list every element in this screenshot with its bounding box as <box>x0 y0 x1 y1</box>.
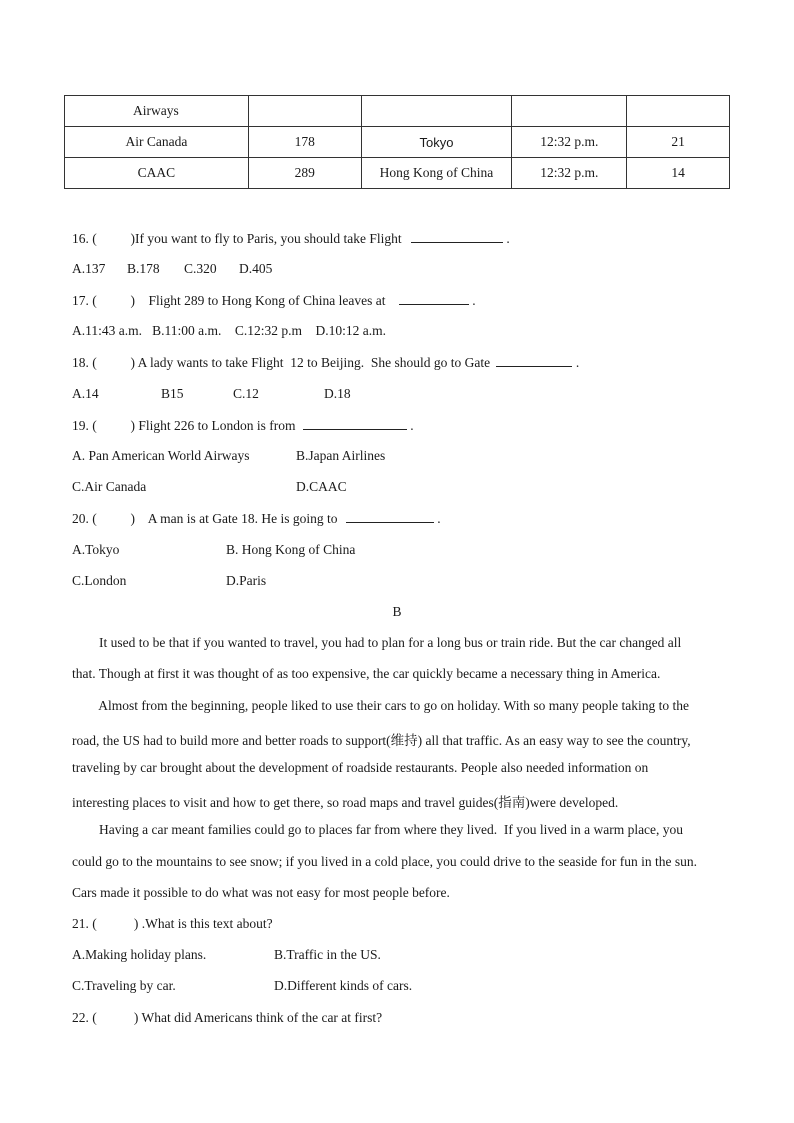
option-c: C.12 <box>233 386 259 401</box>
answer-blank[interactable] <box>346 510 434 523</box>
option-b: B. Hong Kong of China <box>226 542 356 557</box>
flight-table <box>64 95 730 189</box>
option-d: D.Different kinds of cars. <box>274 978 413 993</box>
option-a: A.14 <box>72 386 99 401</box>
question-18 <box>72 354 579 371</box>
passage-line: It used to be that if you wanted to travel, you had to plan for a long bus or train ride. But the car changed all <box>72 635 682 650</box>
option-b: B.Traffic in the US. <box>274 947 381 962</box>
option-d: D.405 <box>239 261 273 276</box>
passage-line: Cars made it possible to do what was not easy for most people before. <box>72 885 450 900</box>
question-20 <box>72 510 441 527</box>
period: . <box>437 511 441 526</box>
question-16 <box>72 230 510 247</box>
passage-line: Having a car meant families could go to places far from where they lived. If you lived in a warm place, you <box>72 822 684 837</box>
answer-blank[interactable] <box>303 417 407 430</box>
table-cell: 12:32 p.m. <box>512 158 627 189</box>
table-cell: 289 <box>248 158 361 189</box>
table-cell: 14 <box>627 158 730 189</box>
passage-line: could go to the mountains to see snow; if you lived in a cold place, you could drive to the seaside for fun in the sun. <box>72 854 697 869</box>
option-d: D.18 <box>324 386 351 401</box>
table-cell: Airways <box>65 96 249 127</box>
period: . <box>506 231 510 246</box>
table-cell <box>512 96 627 127</box>
table-cell <box>248 96 361 127</box>
option-a: A.Making holiday plans. <box>72 947 207 962</box>
table-cell: Air Canada <box>65 127 249 158</box>
table-cell: CAAC <box>65 158 249 189</box>
option-d: D.CAAC <box>296 479 347 494</box>
option-b: B.Japan Airlines <box>296 448 386 463</box>
question-19 <box>72 417 414 434</box>
question-stem: 20. ( ) A man is at Gate 18. He is going to <box>72 511 338 526</box>
question-stem: 19. ( ) Flight 226 to London is from <box>72 418 296 433</box>
option-b: B15 <box>161 386 184 401</box>
passage-line: traveling by car brought about the development of roadside restaurants. People also needed information on <box>72 760 649 775</box>
option-a: A.Tokyo <box>72 542 120 557</box>
question-stem: 17. ( ) Flight 289 to Hong Kong of China leaves at <box>72 293 386 308</box>
table-cell: 178 <box>248 127 361 158</box>
answer-blank[interactable] <box>496 354 572 367</box>
option-a: A.137 <box>72 261 106 276</box>
option-b: B.178 <box>127 261 160 276</box>
table-cell <box>627 96 730 127</box>
answer-blank[interactable] <box>411 230 503 243</box>
question-22: 22. ( ) What did Americans think of the car at first? <box>72 1010 383 1025</box>
table-cell: Hong Kong of China <box>361 158 512 189</box>
period: . <box>410 418 414 433</box>
period: . <box>472 293 476 308</box>
option-d: D.Paris <box>226 573 267 588</box>
option-c: C.320 <box>184 261 217 276</box>
option-c: C.Air Canada <box>72 479 147 494</box>
option-c: C.London <box>72 573 127 588</box>
passage-line: road, the US had to build more and better roads to support(维持) all that traffic. As an easy way to see the country, <box>72 733 691 748</box>
question-stem: 16. ( )If you want to fly to Paris, you should take Flight <box>72 231 402 246</box>
passage-line: that. Though at first it was thought of as too expensive, the car quickly became a necessary thing in America. <box>72 666 661 681</box>
option-c: C.Traveling by car. <box>72 978 176 993</box>
table-cell: Tokyo <box>361 127 512 158</box>
answer-blank[interactable] <box>399 292 469 305</box>
question-21: 21. ( ) .What is this text about? <box>72 916 273 931</box>
option-a: A. Pan American World Airways <box>72 448 250 463</box>
table-cell <box>361 96 512 127</box>
table-row <box>65 158 730 189</box>
period: . <box>575 355 580 370</box>
passage-line: interesting places to visit and how to get there, so road maps and travel guides(指南)were developed. <box>72 795 619 810</box>
passage-line: Almost from the beginning, people liked to use their cars to go on holiday. With so many people taking to the <box>72 698 689 713</box>
table-cell: 21 <box>627 127 730 158</box>
question-17 <box>72 292 476 309</box>
table-row <box>65 96 730 127</box>
section-heading: B <box>392 604 402 619</box>
options-line: A.11:43 a.m. B.11:00 a.m. C.12:32 p.m D.10:12 a.m. <box>72 323 386 338</box>
question-stem: 18. ( ) A lady wants to take Flight 12 to Beijing. She should go to Gate <box>72 355 491 370</box>
table-row <box>65 127 730 158</box>
table-cell: 12:32 p.m. <box>512 127 627 158</box>
